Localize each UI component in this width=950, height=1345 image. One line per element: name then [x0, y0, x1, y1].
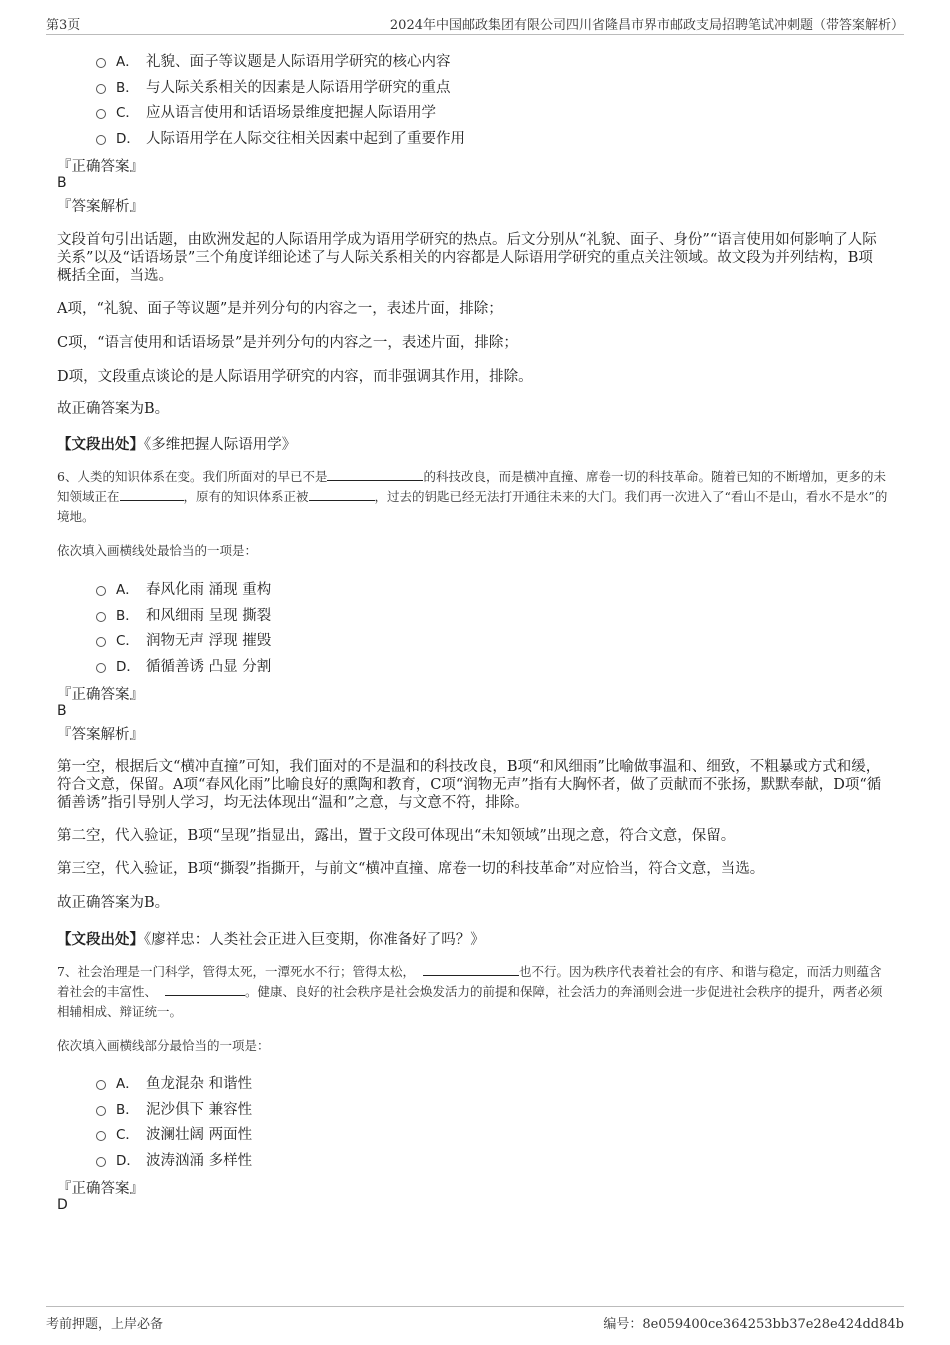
q5-correct-answer-label: 『正确答案』 [57, 159, 144, 175]
q6-option-d[interactable] [96, 654, 271, 676]
radio-icon[interactable] [96, 1106, 106, 1116]
q6-option-b[interactable] [96, 603, 271, 625]
blank-line [165, 982, 245, 996]
option-letter: C． [116, 633, 139, 649]
document-title: 2024年中国邮政集团有限公司四川省隆昌市界市邮政支局招聘笔试冲刺题（带答案解析） [389, 18, 904, 33]
option-letter: D． [116, 131, 140, 147]
option-text: 人际语用学在人际交往相关因素中起到了重要作用 [146, 130, 465, 147]
q7-correct-answer-label: 『正确答案』 [57, 1181, 144, 1197]
option-text: 和风细雨 呈现 撕裂 [146, 607, 272, 624]
q7-option-a[interactable] [96, 1071, 252, 1093]
stem-text: 。健康、良好的社会秩序是社会焕发活力的前提和保障，社会活力的奔涌则会进一步促进社会秩序的提升，两者必须相辅相成、辩证统一。 [57, 984, 883, 1019]
option-letter: A． [116, 1076, 139, 1092]
q7-stem [57, 962, 889, 1022]
source-title: 《多维把握人际语用学》 [144, 437, 297, 453]
radio-icon[interactable] [96, 109, 106, 119]
option-letter: D． [116, 1153, 140, 1169]
option-letter: A． [116, 54, 139, 70]
stem-text: 6、人类的知识体系在变。我们所面对的早已不是 [57, 469, 328, 484]
q6-analysis-p3: 第三空，代入验证，B项“撕裂”指撕开，与前文“横冲直撞、席卷一切的科技革命”对应恰当，符合文意，当选。 [57, 861, 765, 877]
q5-option-a[interactable] [96, 49, 451, 71]
source-tag: 【文段出处】 [57, 931, 144, 948]
blank-line [309, 487, 375, 501]
stem-text: 也不行。因为秩序代表着社会的有序、和谐与稳定，而活力则蕴含着社会的丰富性、 [57, 964, 882, 999]
option-text: 与人际关系相关的因素是人际语用学研究的重点 [146, 79, 451, 96]
option-letter: B． [116, 1102, 139, 1118]
option-letter: B． [116, 608, 139, 624]
q5-option-b[interactable] [96, 75, 451, 97]
q6-option-c[interactable] [96, 628, 271, 650]
q6-source [57, 928, 485, 949]
option-text: 波涛汹涌 多样性 [146, 1152, 253, 1169]
option-letter: B． [116, 80, 139, 96]
blank-line [327, 467, 423, 481]
q6-correct-answer-label: 『正确答案』 [57, 687, 144, 703]
option-text: 应从语言使用和话语场景维度把握人际语用学 [146, 104, 436, 121]
footer-slogan: 考前押题，上岸必备 [46, 1317, 164, 1332]
radio-icon[interactable] [96, 84, 106, 94]
page-header [46, 12, 904, 35]
q7-answer: D [57, 1197, 68, 1213]
q5-analysis-p5: 故正确答案为B。 [57, 401, 170, 417]
option-letter: A． [116, 582, 139, 598]
q6-analysis-label: 『答案解析』 [57, 727, 144, 743]
q5-source [57, 433, 296, 454]
q7-option-d[interactable] [96, 1148, 252, 1170]
radio-icon[interactable] [96, 58, 106, 68]
radio-icon[interactable] [96, 637, 106, 647]
q5-analysis-p4: D项，文段重点谈论的是人际语用学研究的内容，而非强调其作用，排除。 [57, 369, 533, 385]
stem-text: 7、社会治理是一门科学，管得太死，一潭死水不行；管得太松， [57, 964, 415, 979]
q6-stem [57, 467, 889, 527]
radio-icon[interactable] [96, 1080, 106, 1090]
stem-text: ，原有的知识体系正被 [183, 489, 309, 504]
q5-option-c[interactable] [96, 100, 436, 122]
option-text: 泥沙俱下 兼容性 [146, 1101, 253, 1118]
source-tag: 【文段出处】 [57, 436, 144, 453]
radio-icon[interactable] [96, 612, 106, 622]
q7-option-c[interactable] [96, 1122, 252, 1144]
q6-option-a[interactable] [96, 577, 271, 599]
option-text: 循循善诱 凸显 分割 [146, 658, 272, 675]
q6-prompt: 依次填入画横线处最恰当的一项是： [57, 543, 258, 558]
option-text: 润物无声 浮现 摧毁 [146, 632, 272, 649]
option-letter: C． [116, 105, 139, 121]
q6-analysis-p1: 第一空，根据后文“横冲直撞”可知，我们面对的不是温和的科技改良，B项“和风细雨”比喻做事温和、细致，不粗暴或方式和缓，符合文意，保留。A项“春风化雨”比喻良好的熏陶和教育，C项“润物无声”指有大胸怀者，做了贡献而不张扬，默默奉献，D项“循循善诱”指引导别人学习，均无法体现出“温和”之意，与文意不符，排除。 [57, 759, 882, 811]
option-letter: C． [116, 1127, 139, 1143]
stem-text: ，过去的钥匙已经无法打开通往未来的大门。我们再一次进入了“看山不是山，看水不是水”的境地。 [57, 489, 888, 524]
q6-analysis-p4: 故正确答案为B。 [57, 895, 170, 911]
q5-answer: B [57, 175, 67, 191]
page-number: 第3页 [46, 18, 81, 33]
option-text: 春风化雨 涌现 重构 [146, 581, 272, 598]
option-text: 鱼龙混杂 和谐性 [146, 1075, 253, 1092]
q6-answer: B [57, 703, 67, 719]
blank-line [423, 962, 519, 976]
option-text: 波澜壮阔 两面性 [146, 1126, 253, 1143]
q6-analysis-p2: 第二空，代入验证，B项“呈现”指显出，露出，置于文段可体现出“未知领域”出现之意，符合文意，保留。 [57, 828, 736, 844]
blank-line [120, 487, 184, 501]
radio-icon[interactable] [96, 135, 106, 145]
q5-option-d[interactable] [96, 126, 465, 148]
q7-option-b[interactable] [96, 1097, 252, 1119]
stem-text: 的科技改良，而是横冲直撞、席卷一切的科技革命。随着已知的不断增加，更多的未知领域正在 [57, 469, 886, 504]
source-title: 《廖祥忠：人类社会正进入巨变期，你准备好了吗？》 [144, 932, 485, 948]
option-text: 礼貌、面子等议题是人际语用学研究的核心内容 [146, 53, 451, 70]
radio-icon[interactable] [96, 586, 106, 596]
q5-analysis-p2: A项，“礼貌、面子等议题”是并列分句的内容之一，表述片面，排除； [57, 301, 503, 317]
page-footer [46, 1306, 904, 1331]
radio-icon[interactable] [96, 1131, 106, 1141]
radio-icon[interactable] [96, 1157, 106, 1167]
document-id: 编号：8e059400ce364253bb37e28e424dd84b [603, 1317, 904, 1332]
option-letter: D． [116, 659, 140, 675]
radio-icon[interactable] [96, 663, 106, 673]
q7-prompt: 依次填入画横线部分最恰当的一项是： [57, 1038, 270, 1053]
q5-analysis-label: 『答案解析』 [57, 199, 144, 215]
q5-analysis-p1: 文段首句引出话题，由欧洲发起的人际语用学成为语用学研究的热点。后文分别从“礼貌、面子、身份”“语言使用如何影响了人际关系”以及“话语场景”三个角度详细论述了与人际关系相关的内容都是人际语用学研究的重点关注领域。故文段为并列结构，B项概括全面，当选。 [57, 232, 877, 284]
q5-analysis-p3: C项，“语言使用和话语场景”是并列分句的内容之一，表述片面，排除； [57, 335, 518, 351]
